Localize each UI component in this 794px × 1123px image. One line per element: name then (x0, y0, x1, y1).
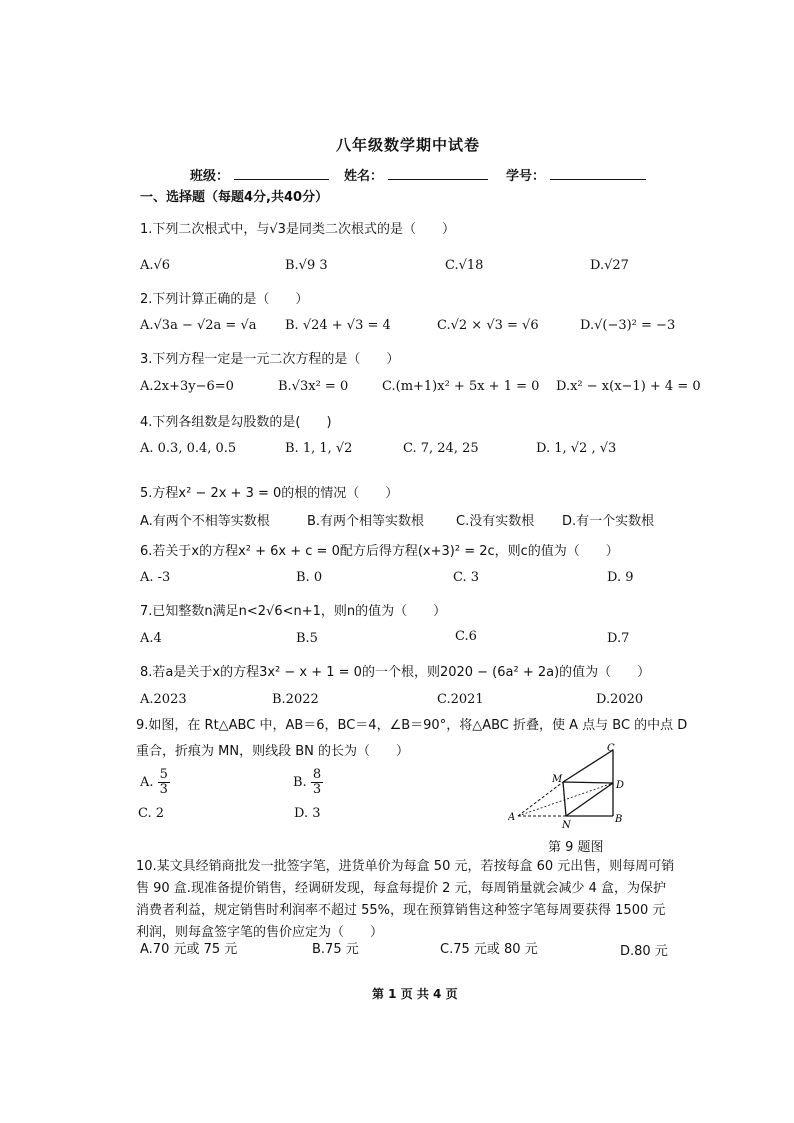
section-heading: 一、选择题（每题4分,共40分） (140, 190, 329, 205)
question-9-option-b-denominator: 3 (312, 782, 322, 797)
label-n: N (562, 820, 571, 831)
question-9-line-1: 9.如图，在 Rt△ABC 中，AB＝6，BC＝4，∠B＝90°，将△ABC 折叠，使 A 点与 BC 的中点 D (136, 718, 688, 733)
question-4-option-c: C. 7, 24, 25 (403, 441, 479, 456)
question-8-stem: 8.若a是关于x的方程3x² − x + 1 = 0的一个根，则2020 − (6a² + 2a)的值为（ ） (140, 665, 651, 680)
question-6-option-c: C. 3 (453, 570, 480, 585)
question-10-option-a: A.70 元或 75 元 (140, 942, 238, 957)
question-8-option-b: B.2022 (272, 692, 319, 707)
question-9-option-b-prefix: B. (293, 775, 307, 790)
question-10-option-b: B.75 元 (312, 942, 359, 957)
question-6-stem: 6.若关于x的方程x² + 6x + c = 0配方后得方程(x+3)² = 2c，则c的值为（ ） (140, 544, 619, 559)
segment-am (518, 782, 563, 816)
segment-mn (563, 782, 566, 816)
label-d: D (616, 780, 625, 791)
question-1-option-c: C.√18 (445, 258, 484, 273)
question-4-stem: 4.下列各组数是勾股数的是( ) (140, 415, 332, 430)
question-7-option-b: B.5 (296, 631, 318, 646)
question-3-option-d: D.x² − x(x−1) + 4 = 0 (556, 379, 701, 394)
label-b: B (615, 814, 623, 825)
triangle-figure (508, 742, 628, 834)
question-5-option-d: D.有一个实数根 (562, 514, 655, 529)
question-3-option-b: B.√3x² = 0 (278, 379, 349, 394)
question-8-option-c: C.2021 (437, 692, 484, 707)
question-7-option-d: D.7 (607, 631, 630, 646)
question-9-option-a-fraction (158, 768, 170, 797)
question-3-stem: 3.下列方程一定是一元二次方程的是（ ） (140, 352, 400, 367)
question-7-option-c: C.6 (455, 629, 477, 644)
class-field-group (190, 165, 329, 184)
segment-md (563, 782, 613, 783)
question-10-option-d: D.80 元 (620, 944, 668, 959)
question-9-option-a (140, 768, 170, 797)
question-9-option-a-prefix: A. (140, 775, 154, 790)
question-1-option-d: D.√27 (590, 258, 629, 273)
question-4-option-d: D. 1, √2 , √3 (536, 441, 617, 456)
question-9-option-a-denominator: 3 (159, 782, 168, 797)
question-7-stem: 7.已知整数n满足n<2√6<n+1，则n的值为（ ） (140, 604, 447, 619)
id-label: 学号： (506, 169, 546, 184)
question-1-option-b: B.√9 3 (285, 258, 328, 273)
question-3-option-c: C.(m+1)x² + 5x + 1 = 0 (382, 379, 540, 394)
question-7-option-a: A.4 (140, 631, 162, 646)
segment-nd (566, 783, 613, 816)
question-2-option-b: B. √24 + √3 = 4 (285, 318, 391, 333)
question-9-option-d: D. 3 (294, 806, 321, 821)
question-6-option-b: B. 0 (296, 570, 323, 585)
question-9-option-b-numerator: 8 (312, 767, 322, 782)
question-9-option-c: C. 2 (138, 806, 165, 821)
figure-caption: 第 9 题图 (548, 840, 604, 855)
segment-mc (563, 750, 613, 782)
question-5-option-c: C.没有实数根 (456, 514, 535, 529)
question-1-option-a: A.√6 (140, 258, 171, 273)
question-5-option-a: A.有两个不相等实数根 (140, 514, 270, 529)
name-field-group (344, 165, 488, 184)
question-4-option-b: B. 1, 1, √2 (285, 441, 353, 456)
question-2-option-a: A.√3a − √2a = √a (140, 318, 257, 333)
question-2-option-d: D.√(−3)² = −3 (580, 318, 676, 333)
question-2-option-c: C.√2 × √3 = √6 (437, 318, 539, 333)
id-field-group (506, 165, 646, 184)
question-1-stem: 1.下列二次根式中，与√3是同类二次根式的是（ ） (140, 222, 455, 237)
question-3-option-a: A.2x+3y−6=0 (140, 379, 234, 394)
question-6-option-a: A. -3 (140, 570, 171, 585)
question-4-option-a: A. 0.3, 0.4, 0.5 (140, 441, 237, 456)
name-blank[interactable] (388, 168, 488, 180)
question-8-option-a: A.2023 (140, 692, 187, 707)
question-2-stem: 2.下列计算正确的是（ ） (140, 292, 309, 307)
question-8-option-d: D.2020 (596, 692, 644, 707)
question-10-stem: 10.某文具经销商批发一批签字笔，进货单价为每盒 50 元，若按每盒 60 元出售，则每周可销售 90 盒.现准备提价销售，经调研发现，每盒每提价 2 元，每周销量就会减少 4 盒，为保护消费者利益，规定销售时利润率不超过 55%，现在预算销售这种签字笔每周要获得 1500 元利润，则每盒签字笔的售价应定为（ ） (136, 859, 675, 940)
id-blank[interactable] (550, 168, 646, 180)
question-5-option-b: B.有两个相等实数根 (307, 514, 425, 529)
name-label: 姓名： (344, 169, 384, 184)
label-a: A (508, 812, 516, 823)
class-label: 班级： (190, 169, 230, 184)
question-5-stem: 5.方程x² − 2x + 3 = 0的根的情况（ ） (140, 486, 399, 501)
question-9-option-a-numerator: 5 (159, 767, 168, 782)
question-9-option-b (293, 768, 323, 797)
question-9-option-b-fraction (311, 768, 323, 797)
label-m: M (552, 774, 563, 785)
question-9-line-2: 重合，折痕为 MN，则线段 BN 的长为（ ） (136, 744, 409, 759)
question-6-option-d: D. 9 (607, 570, 634, 585)
page-footer: 第 1 页 共 4 页 (372, 987, 458, 1001)
class-blank[interactable] (234, 168, 329, 180)
page-title: 八年级数学期中试卷 (336, 136, 481, 154)
label-c: C (607, 743, 615, 754)
question-10-option-c: C.75 元或 80 元 (440, 942, 538, 957)
